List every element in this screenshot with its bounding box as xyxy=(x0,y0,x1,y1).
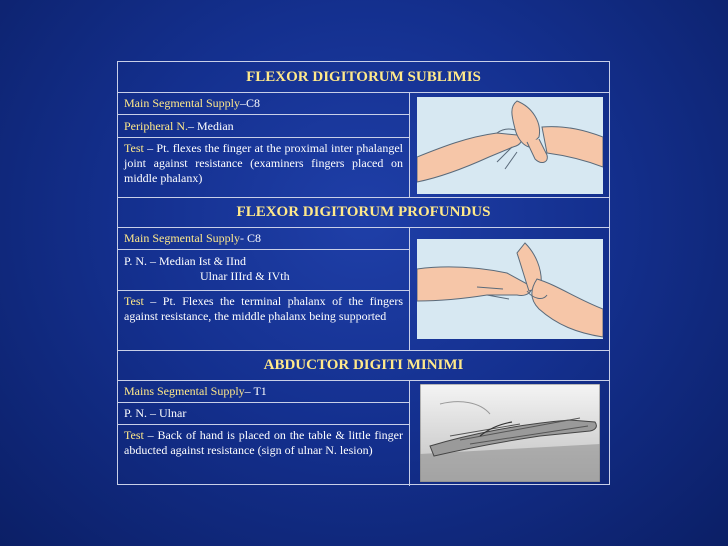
photo-cell xyxy=(410,93,609,198)
section-title-row xyxy=(118,62,609,93)
segmental-supply-cell xyxy=(118,381,410,403)
test-cell xyxy=(118,425,410,486)
segmental-value: - C8 xyxy=(240,231,261,245)
test-value: – Pt. Flexes the terminal phalanx of the fingers against resistance, the middle phalanx being supported xyxy=(124,294,403,323)
test-label: Test xyxy=(124,141,144,155)
photo-cell xyxy=(410,381,609,484)
nerve-cell xyxy=(118,403,410,425)
finger-terminal-flexion-illustration-icon xyxy=(417,239,603,339)
hand-flexion-illustration-icon xyxy=(417,97,603,194)
section-title-row xyxy=(118,351,609,381)
segmental-supply-cell xyxy=(118,228,410,250)
nerve-cell xyxy=(118,250,410,291)
section-title: FLEXOR DIGITORUM PROFUNDUS xyxy=(236,204,491,220)
segmental-label: Main Segmental Supply xyxy=(124,231,240,245)
nerve-value: – Median xyxy=(187,118,234,133)
test-label: Test xyxy=(124,428,144,442)
test-cell xyxy=(118,138,410,197)
nerve-value: Ulnar IIIrd & IVth xyxy=(200,269,290,283)
segmental-supply-cell xyxy=(118,93,410,115)
nerve-line-2 xyxy=(124,269,403,284)
nerve-line-1: P. N. – Median Ist & IInd xyxy=(124,254,246,268)
segmental-label: Main Segmental Supply xyxy=(124,96,240,110)
test-cell xyxy=(118,291,410,350)
section-title: FLEXOR DIGITORUM SUBLIMIS xyxy=(246,68,481,85)
test-value: – Back of hand is placed on the table & little finger abducted against resistance (sign of ulnar N. lesion) xyxy=(124,428,403,457)
test-value: – Pt. flexes the finger at the proximal inter phalangel joint against resistance (examiners fingers placed on middle phalanx) xyxy=(124,141,403,185)
section-title: ABDUCTOR DIGITI MINIMI xyxy=(263,357,464,373)
nerve-label: Peripheral N. xyxy=(124,118,188,133)
segmental-value: –C8 xyxy=(240,96,261,110)
muscle-test-table xyxy=(117,61,610,485)
segmental-label: Mains Segmental Supply xyxy=(124,384,245,398)
section-title-row xyxy=(118,198,609,228)
test-label: Test xyxy=(124,294,144,308)
nerve-label: P. N. – Ulnar xyxy=(124,406,187,420)
nerve-cell xyxy=(118,115,410,138)
hand-abduction-photo-icon xyxy=(420,384,600,482)
segmental-value: – T1 xyxy=(244,384,267,398)
photo-cell xyxy=(410,228,609,351)
